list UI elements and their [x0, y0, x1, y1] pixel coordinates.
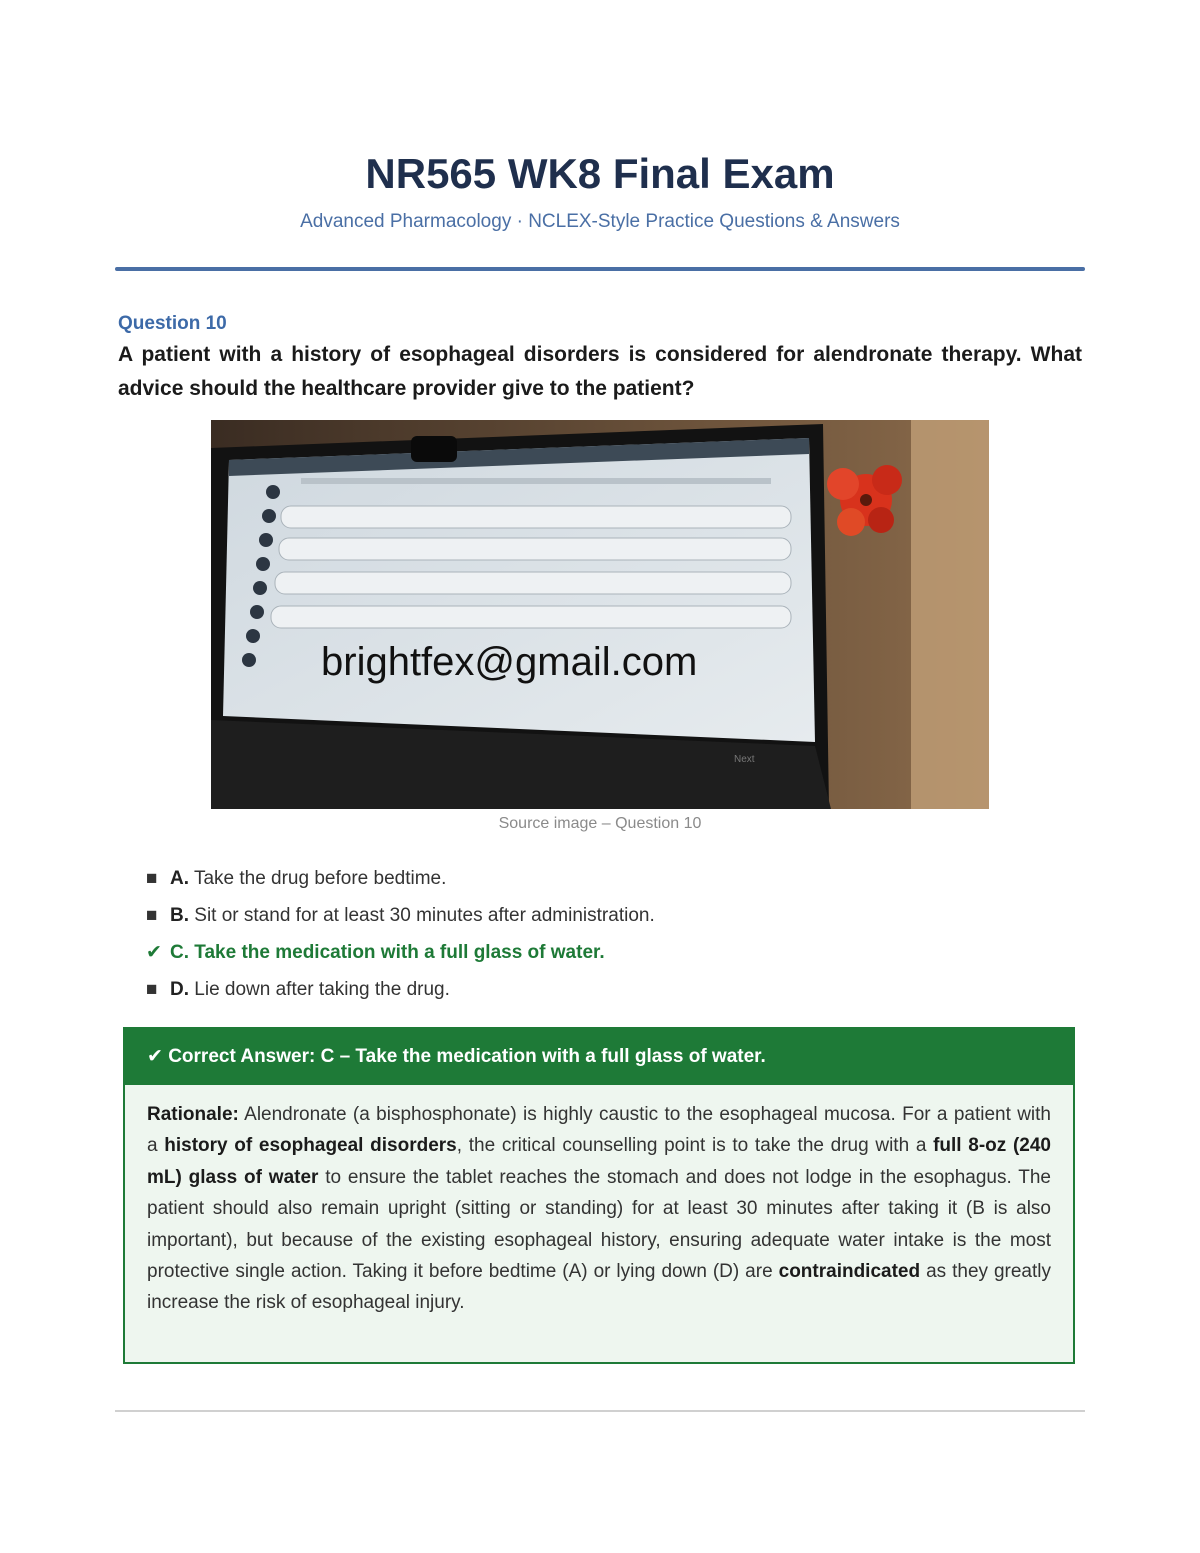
- laptop-photo-illustration: [211, 420, 989, 809]
- rationale-label: Rationale:: [147, 1104, 239, 1125]
- option-letter: A.: [170, 868, 189, 889]
- source-photo: [211, 420, 989, 809]
- rationale-emphasis: contraindicated: [778, 1261, 921, 1283]
- option-a[interactable]: [146, 860, 655, 897]
- rationale-text: [125, 1085, 1073, 1319]
- option-text: Take the medication with a full glass of water.: [194, 942, 605, 963]
- correct-answer-box: [123, 1027, 1075, 1364]
- option-letter: C.: [170, 942, 189, 963]
- option-b[interactable]: [146, 897, 655, 934]
- question-label: Question 10: [118, 313, 227, 334]
- option-c[interactable]: [146, 934, 655, 971]
- page-title: NR565 WK8 Final Exam: [365, 150, 835, 197]
- screen-next-button: Next: [734, 754, 755, 765]
- correct-answer-header: ✔ Correct Answer: C – Take the medication with a full glass of water.: [125, 1029, 1073, 1085]
- rationale-emphasis: history of esophageal disorders: [164, 1135, 457, 1157]
- option-text: Take the drug before bedtime.: [193, 868, 447, 889]
- square-bullet-icon: ■: [146, 979, 158, 1000]
- rationale-part: to ensure the tablet reaches the stomach and does not lodge in the esophagus. The patient should also remain upright (sitting or standing) for at least 30 minutes after taking it (B is also important), but because of the existing esophageal history, ensuring adequate water intake is the most protective single action. Taking it before bedtime (A) or lying down (D) are: [147, 1166, 1051, 1283]
- checkmark-icon: ✔: [146, 942, 162, 963]
- rationale-emphasis: full 8-oz (240 mL) glass of water: [147, 1135, 1051, 1188]
- rationale-part: , the critical counselling point is to take the drug with a: [456, 1135, 934, 1157]
- question-text: A patient with a history of esophageal disorders is considered for alendronate therapy. What advice should the healthcare provider give to the patient?: [118, 343, 1082, 400]
- option-letter: D.: [170, 979, 189, 1000]
- rationale-part: as they greatly increase the risk of esophageal injury.: [147, 1261, 1052, 1314]
- rationale-part: Alendronate (a bisphosphonate) is highly caustic to the esophageal mucosa. For a patient with a: [147, 1104, 1051, 1157]
- page-subtitle: Advanced Pharmacology · NCLEX-Style Practice Questions & Answers: [300, 211, 900, 232]
- answer-options: [146, 860, 655, 1008]
- square-bullet-icon: ■: [146, 868, 158, 889]
- footer-divider: [115, 1410, 1085, 1412]
- header-divider: [115, 267, 1085, 271]
- option-text: Lie down after taking the drug.: [194, 979, 450, 1000]
- option-text: Sit or stand for at least 30 minutes after administration.: [194, 905, 655, 926]
- square-bullet-icon: ■: [146, 905, 158, 926]
- watermark-email: brightfex@gmail.com: [321, 640, 698, 684]
- option-d[interactable]: [146, 971, 655, 1008]
- image-caption: Source image – Question 10: [498, 815, 702, 832]
- option-letter: B.: [170, 905, 189, 926]
